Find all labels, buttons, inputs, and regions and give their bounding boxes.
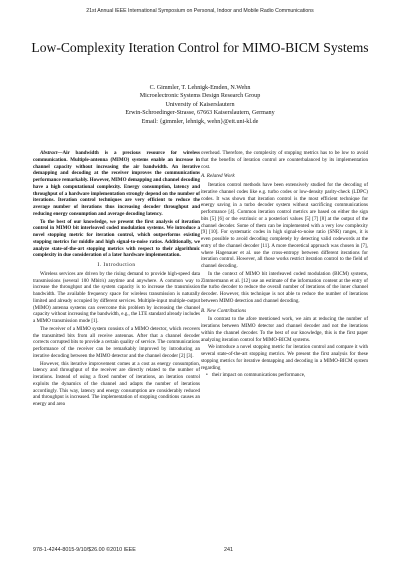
intro-continuation: overhead. Therefore, the complexity of stopping metrics has to be low to avoid that the benefits of iteration control are counterbalanced by its implementation cost. — [201, 150, 368, 170]
abstract-paragraph-2: To the best of our knowledge, we present the first analysis of iteration control in MIMO bit interleaved coded modulation systems. We introduce a novel stopping metric for iteration control, which outperforms existing stopping metrics for middle and high signal-to-noise ratios. Additionally, we analyze state-of-the-art stopping metrics with respect to their algorithmic complexity in due consideration of a later hardware implementation. — [33, 218, 200, 259]
related-work-paragraph: In the context of MIMO bit interleaved coded modulation (BICM) systems, Zimmermann et al. [12] use an estimate of the information content at the entry of the turbo decoder to reduce the overall number of iterations of the inner channel decoder. However, this technique is not able to reduce the number of iterations between MIMO detection and channel decoding. — [201, 270, 368, 304]
left-column — [33, 150, 200, 409]
author-names: C. Gimmler, T. Lehnigk-Emden, N.Wehn — [149, 85, 251, 91]
section-heading-introduction: I. Introduction — [97, 262, 136, 268]
contributions-list — [201, 372, 368, 379]
abstract-paragraph: Abstract—Air bandwidth is a precious resource for wireless communication. Multiple-antenna (MIMO) systems enable an increase in channel capacity without increasing the air bandwidth. An iterative demapping and decoding at the receiver improves the communications performance remarkably. However, MIMO demapping and channel decoding have a high computational complexity. Energy consumption, latency and throughput of a hardware implementation strongly depend on the number of iterations. Iteration control techniques are very efficient to reduce the average number of iterations thus increasing decoder throughput and reducing energy consumption and average decoding latency. — [33, 150, 200, 217]
intro-paragraph: The receiver of a MIMO system consists of a MIMO detector, which recovers the transmitted bits from all receive antennas. After that a channel decoder corrects corrupted bits to provide a certain quality of service. The communications performance of the receiver can be remarkably improved by introducing an iterative decoding between the MIMO detector and the channel decoder [2] [3]. — [33, 325, 200, 359]
page-number: 241 — [224, 547, 233, 553]
subsection-heading-new-contributions: B. New Contributions — [201, 307, 247, 314]
intro-paragraph: Wireless services are driven by the rising demand to provide high-speed data transmissions (several 100 Mbit/s) anytime and anywhere. A common way to increase the throughput and the system capacity is to increase the transmission bandwidth. The available frequency space for wireless transmission is naturally limited and already occupied by different services. Multiple-input multiple-output (MIMO) antenna systems can overcome this problem by increasing the channel capacity without increasing the bandwidth, e.g., the LTE standard already includes a MIMO transmission mode [1]. — [33, 270, 200, 324]
author-address: Erwin-Schroedinger-Strasse, 67663 Kaiserslautern, Germany — [125, 110, 275, 117]
subsection-heading-related-work: A. Related Work — [201, 173, 235, 180]
contributions-paragraph: In contrast to the afore mentioned work, we aim at reducing the number of iterations between MIMO detector and channel decoder and not the iterations within the channel decoder. To the best of our knowledge, this is the first paper analyzing iteration control for MIMO-BICM systems. — [201, 316, 368, 343]
right-column — [201, 150, 368, 379]
related-work-paragraph: Iteration control methods have been extensively studied for the decoding of iterative channel codes like e.g. turbo codes or low-density parity-check (LDPC) codes. It was shown that iteration control is the most efficient technique for energy saving in a turbo decoder system without sacrificing communications performance [4]. Common iteration control metrics are based on either the sign bits [5] [6] or the extrinsic or a posteriori values [5] [7] [8] at the output of the channel decoder. Some of them can be implemented with a very low complexity [9] [10]. For systematic codes in high signal-to-noise ratio (SNR) ranges, it is even possible to avoid decoding completely by detecting valid codewords at the entry of the channel decoder [11]. A more theoretical approach was chosen in [7], where Hagenauer et al. use the cross-entropy between different iterations for iteration control. However, all those works restrict iteration control to the field of channel decoding. — [201, 182, 368, 269]
intro-paragraph: However, this iterative improvement comes at a cost as energy consumption, latency and throughput of the receiver are directly related to the number of iterations. Instead of using a fixed number of iterations, an iteration control exploits the dynamics of the channel and adapts the number of iterations accordingly. This way, latency and energy consumption are considerably reduced and throughput is increased. The implementation of stopping conditions causes an energy and area — [33, 360, 200, 407]
author-email: Email: {gimmler, lehnigk, wehn}@eit.uni-kl.de — [141, 118, 259, 125]
author-university: University of Kaiserslautern — [165, 101, 235, 108]
footer-isbn: 978-1-4244-8015-9/10/$26.00 ©2010 IEEE — [33, 547, 136, 553]
abstract-text: Air bandwidth is a precious resource for wireless communication. Multiple-antenna (MIMO) systems enable an increase in channel capacity without increasing the air bandwidth. An iterative demapping and decoding at the receiver improves the communications performance remarkably. However, MIMO demapping and channel decoding have a high computational complexity. Energy consumption, latency and throughput of a hardware implementation strongly depend on the number of iterations. Iteration control techniques are very efficient to reduce the average number of iterations thus increasing decoder throughput and reducing energy consumption and average decoding latency. — [33, 150, 200, 217]
author-group: Microelectronic Systems Design Research Group — [139, 93, 261, 100]
paper-title: Low-Complexity Iteration Control for MIMO-BICM Systems — [31, 40, 369, 55]
author-block — [40, 84, 360, 126]
conference-header: 21st Annual IEEE International Symposium on Personal, Indoor and Mobile Radio Communications — [86, 8, 314, 14]
list-item: • their impact on communications performance, — [212, 372, 368, 379]
abstract-label: Abstract — [40, 150, 58, 156]
contributions-paragraph: We introduce a novel stopping metric for iteration control and compare it with several state-of-the-art stopping metrics. We present the first analysis for these stopping metrics for iterative demapping and decoding in a MIMO-BICM system regarding — [201, 344, 368, 371]
